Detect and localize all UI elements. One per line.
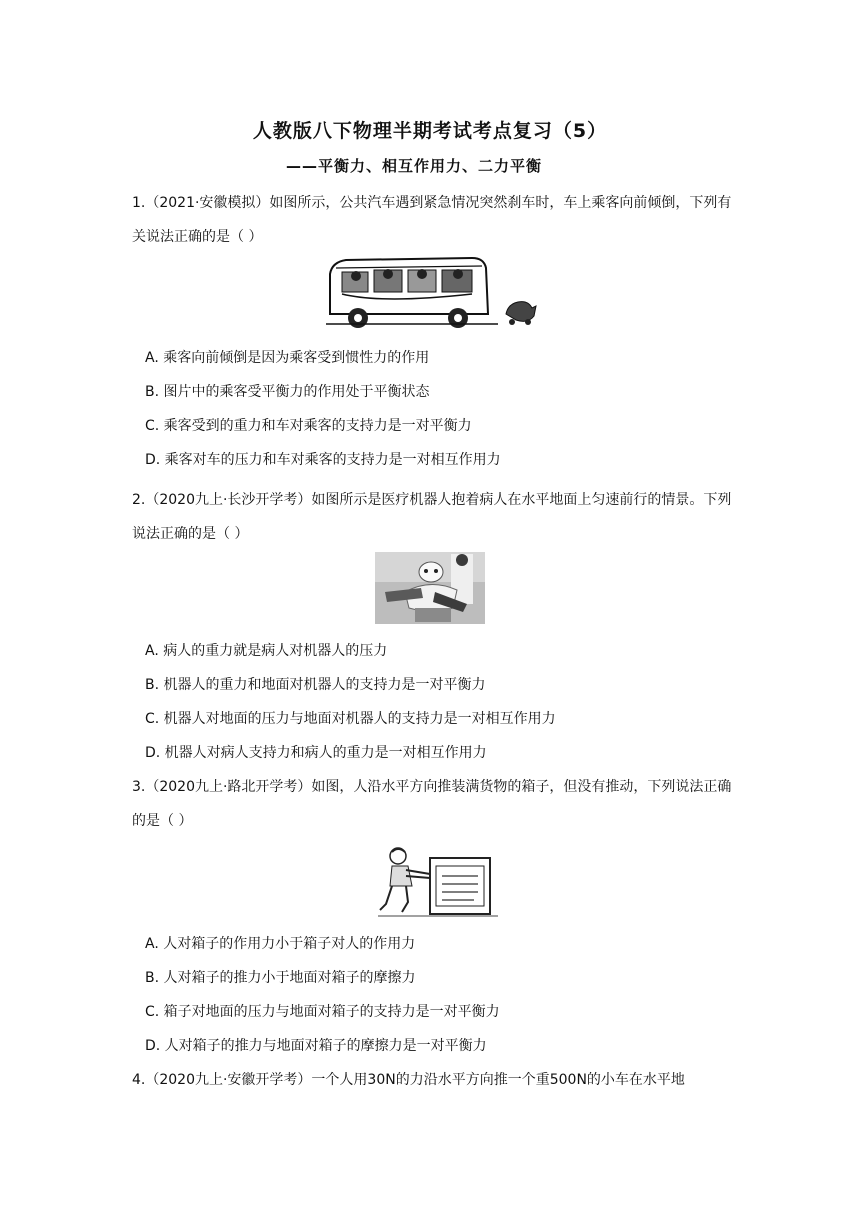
question-3-stem: 3.（2020九上·路北开学考）如图，人沿水平方向推装满货物的箱子，但没有推动，下列说法正确的是（ ） xyxy=(132,779,732,829)
question-3-option-c: C. 箱子对地面的压力与地面对箱子的支持力是一对平衡力 xyxy=(145,1004,500,1020)
question-1-option-b: B. 图片中的乘客受平衡力的作用处于平衡状态 xyxy=(145,384,430,400)
question-4-stem: 4.（2020九上·安徽开学考）一个人用30N的力沿水平方向推一个重500N的小车在水平地 xyxy=(132,1072,685,1088)
question-2-option-c: C. 机器人对地面的压力与地面对机器人的支持力是一对相互作用力 xyxy=(145,711,556,727)
question-1-option-c: C. 乘客受到的重力和车对乘客的支持力是一对平衡力 xyxy=(145,418,472,434)
person-pushing-box-illustration xyxy=(378,844,498,920)
question-1-option-d: D. 乘客对车的压力和车对乘客的支持力是一对相互作用力 xyxy=(145,452,501,468)
page-title: 人教版八下物理半期考试考点复习（5） xyxy=(252,120,608,142)
question-2-stem: 2.（2020九上·长沙开学考）如图所示是医疗机器人抱着病人在水平地面上匀速前行的情景。下列说法正确的是（ ） xyxy=(132,492,732,542)
question-2-option-a: A. 病人的重力就是病人对机器人的压力 xyxy=(145,643,388,659)
bus-braking-illustration xyxy=(322,254,544,334)
medical-robot-photo xyxy=(375,552,485,624)
question-3-option-b: B. 人对箱子的推力小于地面对箱子的摩擦力 xyxy=(145,970,416,986)
question-3-option-a: A. 人对箱子的作用力小于箱子对人的作用力 xyxy=(145,936,416,952)
question-1-stem: 1.（2021·安徽模拟）如图所示，公共汽车遇到紧急情况突然刹车时，车上乘客向前倾倒，下列有关说法正确的是（ ） xyxy=(132,195,732,245)
question-2-option-b: B. 机器人的重力和地面对机器人的支持力是一对平衡力 xyxy=(145,677,486,693)
page-subtitle: ——平衡力、相互作用力、二力平衡 xyxy=(286,157,543,175)
question-3-option-d: D. 人对箱子的推力与地面对箱子的摩擦力是一对平衡力 xyxy=(145,1038,487,1054)
question-2-option-d: D. 机器人对病人支持力和病人的重力是一对相互作用力 xyxy=(145,745,487,761)
question-1-option-a: A. 乘客向前倾倒是因为乘客受到惯性力的作用 xyxy=(145,350,430,366)
